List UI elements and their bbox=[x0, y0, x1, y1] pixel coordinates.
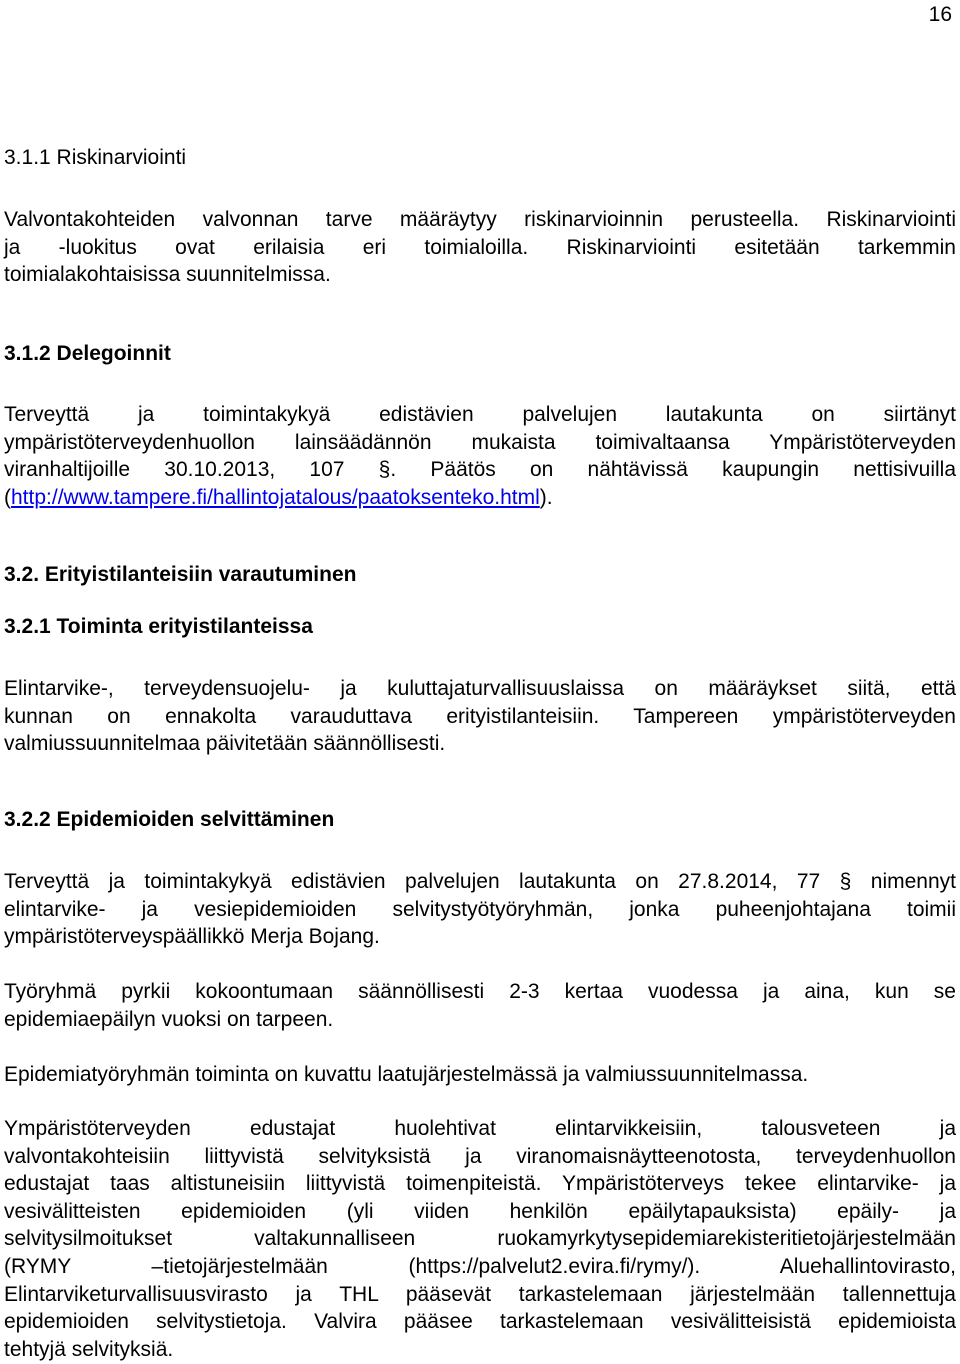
text-line: Epidemiatyöryhmän toiminta on kuvattu laatujärjestelmässä ja valmiussuunnitelmassa. bbox=[4, 1063, 809, 1086]
text-line: valvontakohteisiin liittyvistä selvityksistä ja viranomaisnäytteenotosta, terveydenhuollon bbox=[4, 1144, 956, 1168]
page-number: 16 bbox=[928, 3, 952, 26]
heading-3-1-1: 3.1.1 Riskinarviointi bbox=[4, 146, 187, 169]
text-line: (RYMY –tietojärjestelmään (https://palvelut2.evira.fi/rymy/). Aluehallintovirasto, bbox=[4, 1254, 956, 1278]
heading-3-2-1: 3.2.1 Toiminta erityistilanteissa bbox=[4, 615, 313, 638]
heading-3-2: 3.2. Erityistilanteisiin varautuminen bbox=[4, 563, 357, 586]
heading-3-1-2: 3.1.2 Delegoinnit bbox=[4, 342, 171, 365]
tampere-paatoksenteko-link[interactable]: http://www.tampere.fi/hallintojatalous/paatoksenteko.html bbox=[11, 485, 540, 509]
text-line: toimialakohtaisissa suunnitelmissa. bbox=[4, 263, 331, 287]
text-line: viranhaltijoille 30.10.2013, 107 §. Päätös on nähtävissä kaupungin nettisivuilla bbox=[4, 458, 956, 482]
heading-3-2-2: 3.2.2 Epidemioiden selvittäminen bbox=[4, 808, 335, 831]
text-line: Elintarvike-, terveydensuojelu- ja kuluttajaturvallisuuslaissa on määräykset siitä, että bbox=[4, 677, 956, 700]
paragraph-epidemiat-1 bbox=[4, 868, 956, 951]
text-line: Työryhmä pyrkii kokoontumaan säännöllisesti 2-3 kertaa vuodessa ja aina, kun se bbox=[4, 980, 956, 1003]
paragraph-riskinarviointi bbox=[4, 206, 956, 289]
text-line: Ympäristöterveyden edustajat huolehtivat elintarvikkeisiin, talousveteen ja bbox=[4, 1117, 956, 1140]
paragraph-epidemiat-2 bbox=[4, 978, 956, 1033]
text-line: selvitysilmoitukset valtakunnalliseen ruokamyrkytysepidemiarekisteritietojärjestelmään bbox=[4, 1227, 956, 1251]
link-suffix: ). bbox=[539, 485, 553, 509]
text-line: tehtyjä selvityksiä. bbox=[4, 1337, 174, 1361]
paragraph-epidemiat-3 bbox=[4, 1061, 956, 1089]
text-line: epidemiaepäilyn vuoksi on tarpeen. bbox=[4, 1007, 334, 1031]
text-line: Terveyttä ja toimintakykyä edistävien palvelujen lautakunta on siirtänyt bbox=[4, 403, 956, 426]
text-line: kunnan on ennakolta varauduttava erityistilanteisiin. Tampereen ympäristöterveyden bbox=[4, 704, 956, 728]
text-line: ympäristöterveyspäällikkö Merja Bojang. bbox=[4, 925, 380, 949]
text-line: elintarvike- ja vesiepidemioiden selvitystyötyöryhmän, jonka puheenjohtajana toimii bbox=[4, 897, 956, 921]
text-line: Terveyttä ja toimintakykyä edistävien palvelujen lautakunta on 27.8.2014, 77 § nimennyt bbox=[4, 870, 956, 893]
paragraph-epidemiat-4 bbox=[4, 1115, 956, 1363]
text-line-link bbox=[4, 484, 956, 512]
text-line: valmiussuunnitelmaa päivitetään säännöllisesti. bbox=[4, 732, 446, 756]
text-line: Elintarviketurvallisuusvirasto ja THL pääsevät tarkastelemaan järjestelmään tallennettuja bbox=[4, 1282, 956, 1306]
paragraph-erityistilanteet bbox=[4, 675, 956, 758]
text-line: ympäristöterveydenhuollon lainsäädännön mukaista toimivaltaansa Ympäristöterveyden bbox=[4, 430, 956, 454]
text-line: ja -luokitus ovat erilaisia eri toimialoilla. Riskinarviointi esitetään tarkemmin bbox=[4, 235, 956, 259]
text-line: edustajat taas altistuneisiin liittyvistä toimenpiteistä. Ympäristöterveys tekee elintarvike- ja bbox=[4, 1172, 956, 1196]
text-line: Valvontakohteiden valvonnan tarve määräytyy riskinarvioinnin perusteella. Riskinarviointi bbox=[4, 208, 956, 231]
link-prefix: ( bbox=[4, 485, 11, 509]
text-line: epidemioiden selvitystietoja. Valvira pääsee tarkastelemaan vesivälitteisistä epidemioista bbox=[4, 1310, 956, 1334]
text-line: vesivälitteisten epidemioiden (yli viiden henkilön epäilytapauksista) epäily- ja bbox=[4, 1199, 956, 1223]
paragraph-delegoinnit bbox=[4, 401, 956, 511]
